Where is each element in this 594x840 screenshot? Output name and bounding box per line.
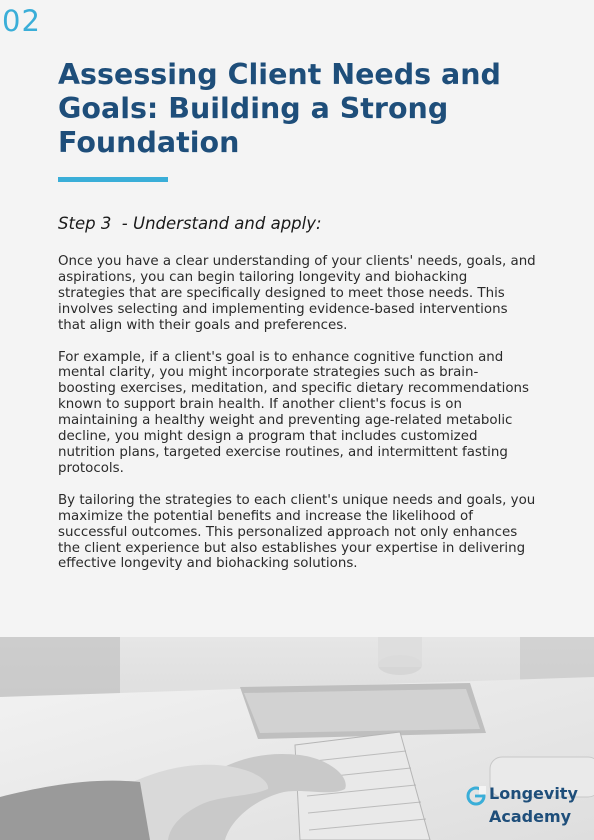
paragraph: Once you have a clear understanding of your clients' needs, goals, and aspirations, you can begin tailoring longevity and biohacking strategies that are specifically designed to meet those needs. This involves selecting and implementing evidence-based interventions that align with their goals and preferences.	[58, 254, 536, 333]
body-text	[58, 254, 536, 588]
logo-text-academy: Academy	[489, 807, 572, 826]
page-number: 02	[2, 4, 41, 38]
longevity-logo-icon	[466, 786, 486, 806]
paragraph: By tailoring the strategies to each client's unique needs and goals, you maximize the potential benefits and increase the likelihood of successful outcomes. This personalized approach not only enhances the client experience but also establishes your expertise in delivering effective longevity and biohacking solutions.	[58, 492, 536, 572]
title-underline	[58, 177, 168, 182]
logo-text-longevity: Longevity	[489, 784, 578, 803]
page-title: Assessing Client Needs and Goals: Building a Strong Foundation	[58, 58, 501, 159]
longevity-academy-logo	[466, 784, 590, 834]
paragraph: For example, if a client's goal is to enhance cognitive function and mental clarity, you might incorporate strategies such as brain-boosting exercises, meditation, and specific dietary recommendations known to support brain health. If another client's focus is on maintaining a healthy weight and preventing age-related metabolic decline, you might design a program that includes customized nutrition plans, targeted exercise routines, and intermittent fasting protocols.	[58, 349, 529, 476]
step-heading: Step 3 - Understand and apply:	[58, 214, 322, 233]
